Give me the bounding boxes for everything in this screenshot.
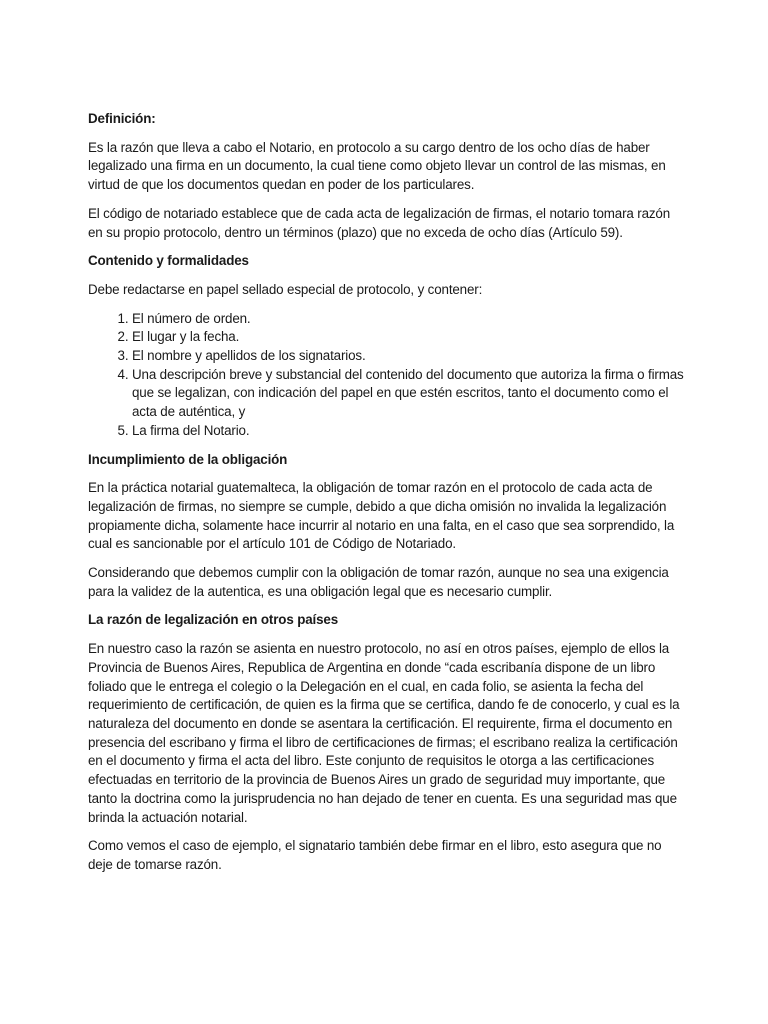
- list-item: 5. La firma del Notario.: [132, 422, 684, 441]
- paragraph: Considerando que debemos cumplir con la obligación de tomar razón, aunque no sea una exigencia para la validez de la autentica, es una obligación legal que es necesario cumplir.: [88, 565, 669, 599]
- paragraph: Debe redactarse en papel sellado especial de protocolo, y contener:: [88, 281, 483, 297]
- section-heading-incumplimiento: Incumplimiento de la obligación: [88, 451, 288, 467]
- requirements-list: [88, 310, 684, 441]
- paragraph: El código de notariado establece que de cada acta de legalización de firmas, el notario tomara razón en su propio protocolo, dentro un términos (plazo) que no exceda de ocho días (Artículo 59).: [88, 205, 671, 240]
- list-item: 4. Una descripción breve y substancial del contenido del documento que autoriza la firma o firmas que se legalizan, con indicación del papel en que estén escritos, tanto el documento como el acta de auténtica, y: [132, 366, 684, 422]
- list-item: 3. El nombre y apellidos de los signatarios.: [132, 347, 684, 366]
- paragraph: Como vemos el caso de ejemplo, el signatario también debe firmar en el libro, esto asegura que no deje de tomarse razón.: [88, 838, 662, 872]
- section-heading-definicion: Definición:: [88, 111, 156, 126]
- paragraph: En la práctica notarial guatemalteca, la obligación de tomar razón en el protocolo de cada acta de legalización de firmas, no siempre se cumple, debido a que dicha omisión no invalida la legalización propiamente dicha, solamente hace incurrir al notario en una falta, en el caso que sea sorprendido, la cual es sancionable por el artículo 101 de Código de Notariado.: [88, 480, 675, 552]
- section-heading-otros-paises: La razón de legalización en otros países: [88, 612, 338, 628]
- list-item: 1. El número de orden.: [132, 310, 684, 329]
- document-body: [88, 110, 684, 885]
- paragraph: En nuestro caso la razón se asienta en nuestro protocolo, no así en otros países, ejemplo de ellos la Provincia de Buenos Aires, Republica de Argentina en donde “cada escribanía dispone de un libro foliado que le entrega el colegio o la Delegación en el cual, en cada folio, se asienta la fecha del requerimiento de certificación, de quien es la firma que se certifica, dando fe de conocerlo, y cual es la naturaleza del documento en donde se asentara la certificación. El requirente, firma el documento en presencia del escribano y firma el libro de certificaciones de firmas; el escribano realiza la certificación en el documento y firma el acta del libro. Este conjunto de requisitos le otorga a las certificaciones efectuadas en territorio de la provincia de Buenos Aires un grado de seguridad muy importante, que tanto la doctrina como la jurisprudencia no han dejado de tener en cuenta. Es una seguridad mas que brinda la actuación notarial.: [88, 641, 680, 825]
- list-item: 2. El lugar y la fecha.: [132, 328, 684, 347]
- section-heading-contenido: Contenido y formalidades: [88, 253, 249, 269]
- paragraph: Es la razón que lleva a cabo el Notario, en protocolo a su cargo dentro de los ocho días de haber legalizado una firma en un documento, la cual tiene como objeto llevar un control de las mismas, en virtud de que los documentos quedan en poder de los particulares.: [88, 139, 666, 193]
